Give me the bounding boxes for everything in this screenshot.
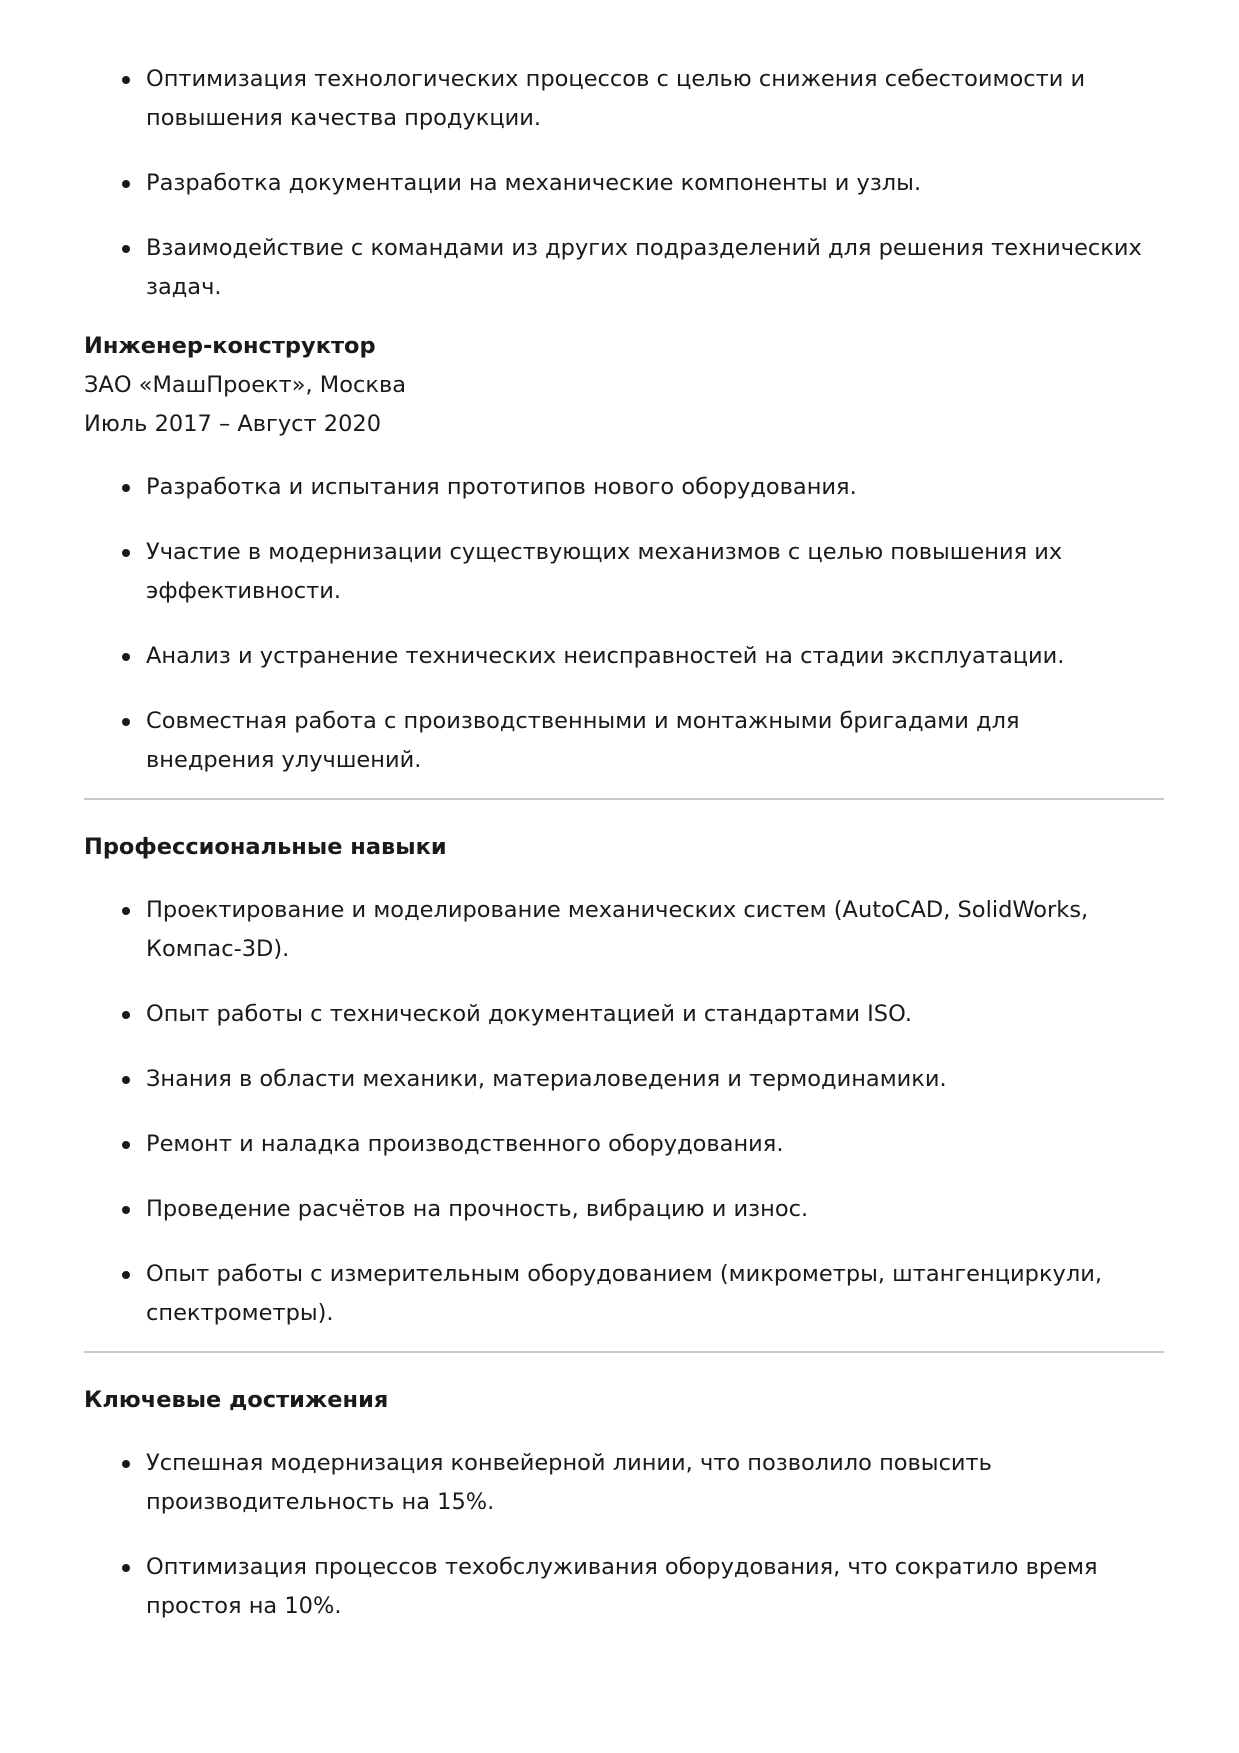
bullet-icon	[122, 1564, 130, 1572]
list-item	[84, 995, 1146, 1034]
duty-text: Участие в модернизации существующих механизмов с целью повышения их эффективности.	[146, 539, 1063, 604]
list-item	[84, 468, 1146, 507]
bullet-icon	[122, 549, 130, 557]
bullet-icon	[122, 76, 130, 84]
bullet-icon	[122, 907, 130, 915]
list-item	[84, 702, 1146, 780]
duty-text: Анализ и устранение технических неисправностей на стадии эксплуатации.	[146, 643, 1065, 669]
bullet-icon	[122, 653, 130, 661]
bullet-icon	[122, 1271, 130, 1279]
skill-text: Опыт работы с измерительным оборудованием (микрометры, штангенциркули, спектрометры).	[146, 1261, 1103, 1326]
job-title: Инженер-конструктор	[84, 333, 376, 359]
achievement-text: Успешная модернизация конвейерной линии, что позволило повысить производительность на 15%.	[146, 1450, 992, 1515]
skill-text: Знания в области механики, материаловедения и термодинамики.	[146, 1066, 947, 1092]
bullet-icon	[122, 1206, 130, 1214]
job-duties-list	[84, 468, 1164, 780]
bullet-icon	[122, 180, 130, 188]
list-item	[84, 229, 1146, 307]
skills-list	[84, 891, 1164, 1333]
list-item	[84, 1190, 1146, 1229]
section-divider	[84, 1351, 1164, 1353]
skill-text: Опыт работы с технической документацией и стандартами ISO.	[146, 1001, 913, 1027]
list-item	[84, 60, 1146, 138]
achievement-text: Оптимизация процессов техобслуживания оборудования, что сократило время простоя на 10%.	[146, 1554, 1098, 1619]
bullet-icon	[122, 1011, 130, 1019]
job-entry	[84, 327, 1164, 444]
section-title-skills: Профессиональные навыки	[84, 834, 447, 860]
bullet-icon	[122, 484, 130, 492]
job-company: ЗАО «МашПроект», Москва	[84, 372, 406, 398]
skill-text: Проектирование и моделирование механических систем (AutoCAD, SolidWorks, Компас-3D).	[146, 897, 1089, 962]
bullet-icon	[122, 1141, 130, 1149]
duty-text: Совместная работа с производственными и монтажными бригадами для внедрения улучшений.	[146, 708, 1020, 773]
bullet-icon	[122, 1076, 130, 1084]
bullet-icon	[122, 718, 130, 726]
bullet-icon	[122, 245, 130, 253]
duty-text: Разработка документации на механические компоненты и узлы.	[146, 170, 922, 196]
bullet-icon	[122, 1460, 130, 1468]
list-item	[84, 1444, 1146, 1522]
duty-text: Разработка и испытания прототипов нового оборудования.	[146, 474, 857, 500]
job-period: Июль 2017 – Август 2020	[84, 411, 382, 437]
duty-text: Оптимизация технологических процессов с целью снижения себестоимости и повышения качества продукции.	[146, 66, 1086, 131]
resume-content	[84, 60, 1164, 1626]
achievements-list	[84, 1444, 1164, 1626]
list-item	[84, 637, 1146, 676]
list-item	[84, 1060, 1146, 1099]
list-item	[84, 533, 1146, 611]
section-divider	[84, 798, 1164, 800]
list-item	[84, 891, 1146, 969]
duty-text: Взаимодействие с командами из других подразделений для решения технических задач.	[146, 235, 1142, 300]
prev-job-duties-list	[84, 60, 1164, 307]
list-item	[84, 1548, 1146, 1626]
section-title-achievements: Ключевые достижения	[84, 1387, 389, 1413]
list-item	[84, 164, 1146, 203]
list-item	[84, 1125, 1146, 1164]
skill-text: Ремонт и наладка производственного оборудования.	[146, 1131, 784, 1157]
list-item	[84, 1255, 1146, 1333]
skill-text: Проведение расчётов на прочность, вибрацию и износ.	[146, 1196, 809, 1222]
